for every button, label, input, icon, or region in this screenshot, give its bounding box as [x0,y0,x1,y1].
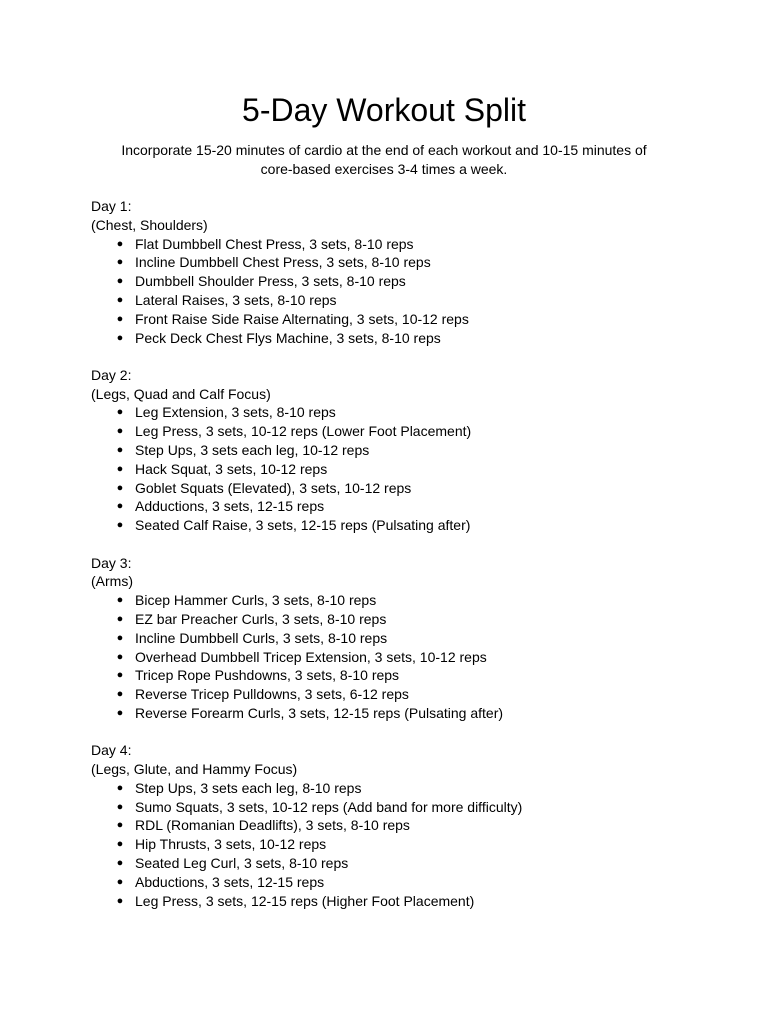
bullet-icon: ● [116,462,124,475]
exercise-item [91,272,711,291]
exercise-text: Front Raise Side Raise Alternating, 3 sets, 10-12 reps [135,310,469,327]
bullet-icon: ● [116,781,124,794]
exercise-item [91,704,711,723]
bullet-icon: ● [116,631,124,644]
bullet-icon: ● [116,406,124,419]
exercise-item [91,497,711,516]
exercise-text: Abductions, 3 sets, 12-15 reps [135,873,325,890]
exercise-item [91,310,711,329]
exercise-text: Leg Press, 3 sets, 10-12 reps (Lower Foot Placement) [135,423,472,440]
day-label: Day 1: [91,198,132,214]
exercise-text: Reverse Forearm Curls, 3 sets, 12-15 reps (Pulsating after) [135,704,504,721]
exercise-item [91,253,711,272]
exercise-text: Step Ups, 3 sets each leg, 8-10 reps [135,779,362,796]
bullet-icon: ● [116,444,124,457]
exercise-item [91,591,711,610]
exercise-item [91,516,711,535]
exercise-item [91,779,711,798]
exercise-item [91,422,711,441]
bullet-icon: ● [116,612,124,625]
intro-paragraph: Incorporate 15-20 minutes of cardio at the end of each workout and 10-15 minutes of core-based exercises 3-4 times a week. [121,142,647,177]
exercise-list [91,591,711,723]
exercise-text: Incline Dumbbell Chest Press, 3 sets, 8-10 reps [135,254,431,271]
exercise-text: Leg Press, 3 sets, 12-15 reps (Higher Foot Placement) [135,892,475,909]
day-section [91,197,711,347]
exercise-item [91,816,711,835]
bullet-icon: ● [116,894,124,907]
bullet-icon: ● [116,312,124,325]
exercise-item [91,892,711,911]
workout-days [91,197,711,929]
bullet-icon: ● [116,425,124,438]
exercise-item [91,798,711,817]
day-section [91,741,711,910]
exercise-item [91,460,711,479]
exercise-item [91,403,711,422]
exercise-list [91,403,711,535]
day-section [91,366,711,535]
day-label: Day 4: [91,742,132,759]
bullet-icon: ● [116,331,124,344]
exercise-item [91,329,711,348]
day-focus: (Legs, Glute, and Hammy Focus) [91,761,298,778]
exercise-text: Incline Dumbbell Curls, 3 sets, 8-10 reps [135,629,388,646]
exercise-text: Overhead Dumbbell Tricep Extension, 3 sets, 10-12 reps [135,648,487,665]
bullet-icon: ● [116,650,124,663]
day-focus: (Legs, Quad and Calf Focus) [91,385,271,402]
exercise-text: Tricep Rope Pushdowns, 3 sets, 8-10 reps [135,667,400,684]
bullet-icon: ● [116,481,124,494]
bullet-icon: ● [116,275,124,288]
bullet-icon: ● [116,800,124,813]
exercise-item [91,685,711,704]
bullet-icon: ● [116,875,124,888]
exercise-item [91,835,711,854]
exercise-text: EZ bar Preacher Curls, 3 sets, 8-10 reps [135,610,387,627]
exercise-text: Reverse Tricep Pulldowns, 3 sets, 6-12 reps [135,686,409,703]
bullet-icon: ● [116,293,124,306]
exercise-text: Leg Extension, 3 sets, 8-10 reps [135,404,336,421]
exercise-text: Seated Leg Curl, 3 sets, 8-10 reps [135,855,349,871]
bullet-icon: ● [116,237,124,250]
exercise-text: Goblet Squats (Elevated), 3 sets, 10-12 reps [135,479,412,496]
day-section [91,554,711,723]
exercise-text: Adductions, 3 sets, 12-15 reps [135,498,325,515]
exercise-list [91,779,711,911]
bullet-icon: ● [116,669,124,682]
exercise-item [91,291,711,310]
bullet-icon: ● [116,838,124,851]
bullet-icon: ● [116,688,124,701]
exercise-text: Flat Dumbbell Chest Press, 3 sets, 8-10 reps [135,235,414,252]
bullet-icon: ● [116,706,124,719]
bullet-icon: ● [116,256,124,269]
exercise-text: Sumo Squats, 3 sets, 10-12 reps (Add band for more difficulty) [135,798,523,815]
exercise-item [91,648,711,667]
exercise-list [91,235,711,348]
exercise-item [91,666,711,685]
bullet-icon: ● [116,819,124,832]
bullet-icon: ● [116,519,124,532]
exercise-text: RDL (Romanian Deadlifts), 3 sets, 8-10 reps [135,817,410,834]
exercise-item [91,610,711,629]
day-label: Day 2: [91,366,132,383]
exercise-item [91,629,711,648]
exercise-item [91,235,711,254]
exercise-text: Dumbbell Shoulder Press, 3 sets, 8-10 reps [135,273,406,290]
exercise-item [91,441,711,460]
bullet-icon: ● [116,857,124,869]
exercise-text: Hack Squat, 3 sets, 10-12 reps [135,460,328,477]
exercise-text: Lateral Raises, 3 sets, 8-10 reps [135,291,337,308]
exercise-text: Peck Deck Chest Flys Machine, 3 sets, 8-10 reps [135,329,441,346]
document-title: 5-Day Workout Split [242,92,526,128]
exercise-text: Seated Calf Raise, 3 sets, 12-15 reps (Pulsating after) [135,517,471,534]
exercise-text: Hip Thrusts, 3 sets, 10-12 reps [135,836,327,853]
bullet-icon: ● [116,500,124,513]
exercise-text: Step Ups, 3 sets each leg, 10-12 reps [135,442,370,459]
exercise-item [91,873,711,892]
exercise-text: Bicep Hammer Curls, 3 sets, 8-10 reps [135,592,377,609]
bullet-icon: ● [116,594,124,607]
day-focus: (Chest, Shoulders) [91,216,208,233]
exercise-item [91,854,711,873]
day-focus: (Arms) [91,573,133,590]
exercise-item [91,479,711,498]
day-label: Day 3: [91,554,132,571]
